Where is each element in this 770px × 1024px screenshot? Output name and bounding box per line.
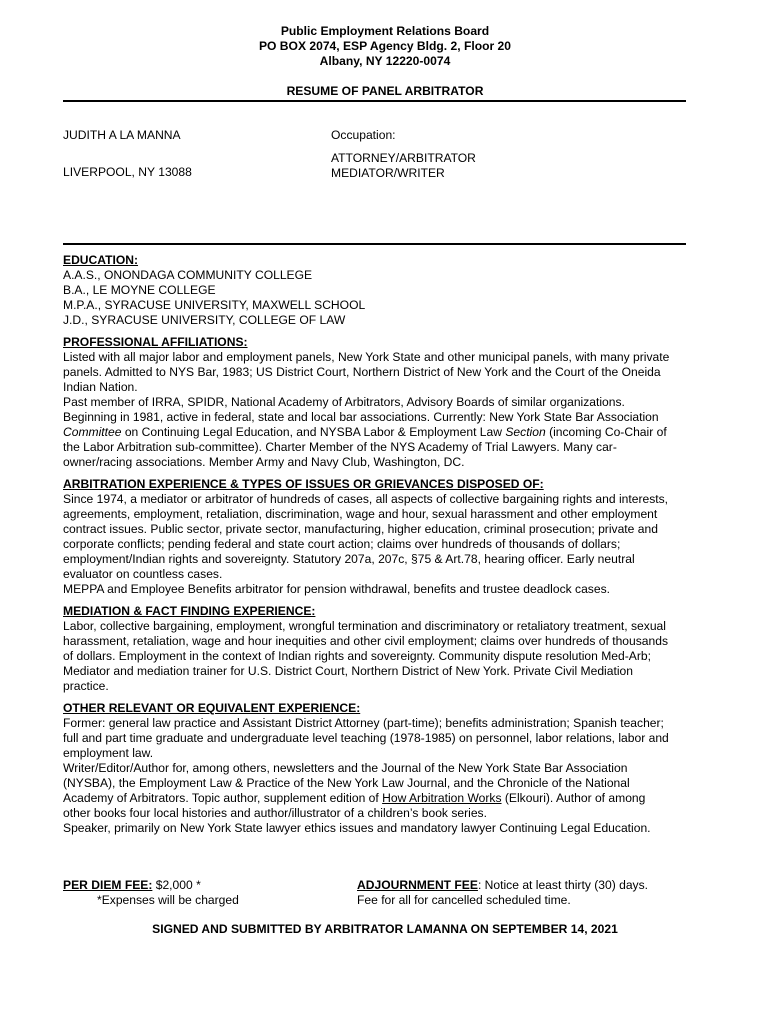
text-line: employment law. bbox=[63, 746, 154, 760]
text-line: agreements, employment, retaliation, discrimination, wage and hour, sexual harassment and other employment bbox=[63, 507, 658, 521]
affiliations-section bbox=[63, 335, 703, 470]
signature-statement: SIGNED AND SUBMITTED BY ARBITRATOR LAMANNA ON SEPTEMBER 14, 2021 bbox=[152, 922, 618, 936]
per-diem-line bbox=[63, 878, 343, 893]
text-line: Listed with all major labor and employment panels, New York State and other municipal panels, with many private bbox=[63, 350, 670, 364]
mediation-section bbox=[63, 604, 703, 694]
text-line: Mediator and mediation trainer for U.S. District Court, Northern District of New York. Private Civil Mediation bbox=[63, 664, 633, 678]
address-line-1: PO BOX 2074, ESP Agency Bldg. 2, Floor 20 bbox=[258, 39, 512, 53]
text-line: MEPPA and Employee Benefits arbitrator for pension withdrawal, benefits and trustee deadlock cases. bbox=[63, 582, 610, 596]
address-line-2: Albany, NY 12220-0074 bbox=[319, 54, 451, 68]
education-item: J.D., SYRACUSE UNIVERSITY, COLLEGE OF LAW bbox=[63, 313, 346, 327]
text-line: contract issues. Public sector, private sector, manufacturing, higher education, criminal prosecution; private and bbox=[63, 522, 658, 536]
text-line: evaluator on countless cases. bbox=[63, 567, 223, 581]
text-line: practice. bbox=[63, 679, 109, 693]
text-line: owner/racing associations. Member Army and Navy Club, Washington, DC. bbox=[63, 455, 465, 469]
text-line: the Labor Arbitration sub-committee). Charter Member of the NYS Academy of Trial Lawyers. Many car- bbox=[63, 440, 617, 454]
org-name: Public Employment Relations Board bbox=[280, 24, 490, 38]
per-diem-value: $2,000 * bbox=[152, 878, 201, 892]
divider-middle bbox=[63, 243, 686, 245]
text-fragment: (incoming Co-Chair of bbox=[545, 425, 667, 439]
section-heading: PROFESSIONAL AFFILIATIONS: bbox=[63, 335, 248, 349]
adjournment-note: Fee for all for cancelled scheduled time. bbox=[357, 893, 571, 907]
italic-term: Committee bbox=[63, 425, 122, 439]
occupation-label: Occupation: bbox=[331, 128, 396, 142]
education-item: A.A.S., ONONDAGA COMMUNITY COLLEGE bbox=[63, 268, 313, 282]
text-line bbox=[63, 791, 703, 806]
text-line: other books four local histories and author/illustrator of a children’s book series. bbox=[63, 806, 487, 820]
per-diem-note: *Expenses will be charged bbox=[97, 893, 239, 907]
adjournment-fee bbox=[357, 878, 697, 908]
text-line: Writer/Editor/Author for, among others, newsletters and the Journal of the New York State Bar Association bbox=[63, 761, 628, 775]
book-title: How Arbitration Works bbox=[382, 791, 502, 805]
text-line: panels. Admitted to NYS Bar, 1983; US District Court, Northern District of New York and the Court of the Oneida bbox=[63, 365, 661, 379]
arbitrator-name: JUDITH A LA MANNA bbox=[63, 128, 181, 142]
occupation-values bbox=[331, 151, 581, 181]
occupation-line: ATTORNEY/ARBITRATOR bbox=[331, 151, 476, 165]
education-item: B.A., LE MOYNE COLLEGE bbox=[63, 283, 216, 297]
italic-term: Section bbox=[505, 425, 546, 439]
text-line: corporate conflicts; pending federal and state court action; claims over hundreds of thousands of dollars; bbox=[63, 537, 621, 551]
text-line: full and part time graduate and undergraduate level teaching (1978-1985) on personnel, labor relations, labor and bbox=[63, 731, 669, 745]
arbitrator-city: LIVERPOOL, NY 13088 bbox=[63, 165, 192, 179]
text-line bbox=[63, 425, 703, 440]
text-line: Former: general law practice and Assistant District Attorney (part-time); benefits administration; Spanish teacher; bbox=[63, 716, 664, 730]
text-fragment: on Continuing Legal Education, and NYSBA Labor & Employment Law bbox=[121, 425, 506, 439]
text-line: Beginning in 1981, active in federal, state and local bar associations. Currently: New York State Bar Association bbox=[63, 410, 659, 424]
document-title: RESUME OF PANEL ARBITRATOR bbox=[286, 84, 484, 98]
text-fragment: (Elkouri). Author of among bbox=[501, 791, 646, 805]
occupation-block bbox=[331, 128, 581, 181]
occupation-line: MEDIATOR/WRITER bbox=[331, 166, 445, 180]
text-line: Speaker, primarily on New York State lawyer ethics issues and mandatory lawyer Continuing Legal Education. bbox=[63, 821, 651, 835]
section-heading: MEDIATION & FACT FINDING EXPERIENCE: bbox=[63, 604, 316, 618]
text-line: of dollars. Employment in the context of Indian rights and sovereignty. Community dispute resolution Med-Arb; bbox=[63, 649, 651, 663]
text-line: Labor, collective bargaining, employment, wrongful termination and discriminatory or retaliatory treatment, sexual bbox=[63, 619, 666, 633]
adjournment-label: ADJOURNMENT FEE bbox=[357, 878, 478, 892]
per-diem-fee bbox=[63, 878, 343, 908]
text-line: Past member of IRRA, SPIDR, National Academy of Arbitrators, Advisory Boards of similar organizations. bbox=[63, 395, 625, 409]
other-experience-section bbox=[63, 701, 703, 836]
text-line: employment/Indian rights and sovereignty. Statutory 207a, 207c, §75 & Art.78, hearing officer. Early neutral bbox=[63, 552, 635, 566]
section-heading: ARBITRATION EXPERIENCE & TYPES OF ISSUES OR GRIEVANCES DISPOSED OF: bbox=[63, 477, 544, 491]
resume-body bbox=[63, 253, 703, 843]
text-line: Indian Nation. bbox=[63, 380, 138, 394]
education-item: M.P.A., SYRACUSE UNIVERSITY, MAXWELL SCHOOL bbox=[63, 298, 366, 312]
letterhead bbox=[0, 24, 770, 69]
education-section bbox=[63, 253, 703, 328]
adjournment-line bbox=[357, 878, 697, 893]
arbitrator-identity bbox=[63, 128, 313, 180]
section-heading: OTHER RELEVANT OR EQUIVALENT EXPERIENCE: bbox=[63, 701, 361, 715]
text-line: Since 1974, a mediator or arbitrator of hundreds of cases, all aspects of collective bargaining rights and interests, bbox=[63, 492, 669, 506]
section-heading: EDUCATION: bbox=[63, 253, 139, 267]
text-line: (NYSBA), the Employment Law & Practice of the New York Law Journal, and the Chronicle of the National bbox=[63, 776, 630, 790]
arbitration-section bbox=[63, 477, 703, 597]
adjournment-value: : Notice at least thirty (30) days. bbox=[477, 878, 649, 892]
text-fragment: Academy of Arbitrators. Topic author, supplement edition of bbox=[63, 791, 383, 805]
text-line: harassment, retaliation, wage and hour inequities and other civil employment; claims over hundreds of thousands bbox=[63, 634, 669, 648]
per-diem-label: PER DIEM FEE: bbox=[63, 878, 153, 892]
divider-top bbox=[63, 100, 686, 102]
